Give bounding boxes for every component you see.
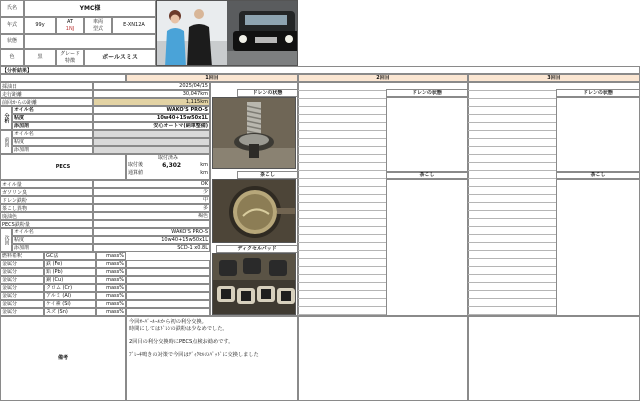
metal-label: 金属分 xyxy=(0,260,44,268)
condition-value xyxy=(24,34,156,49)
pecs-total-unit: km xyxy=(200,170,208,176)
appearance-label: 廃油色 xyxy=(0,212,93,220)
collect-date-value: 2025/04/15 xyxy=(93,82,210,90)
grid-line xyxy=(468,306,556,307)
color-value: 黒 xyxy=(24,49,56,66)
drain-iron-label: ドレン鉄粉 xyxy=(0,196,93,204)
grid-line xyxy=(468,98,556,99)
drain-plug-photo xyxy=(212,97,296,169)
grid-line xyxy=(298,274,386,275)
metal-unit: mass% xyxy=(96,300,126,308)
pecs-total-label: 通算値 xyxy=(128,170,144,176)
metal-label: 金属分 xyxy=(0,308,44,316)
pecs-after-value: 6,302 xyxy=(162,162,182,169)
grid-line xyxy=(298,258,386,259)
remarks-round-3 xyxy=(468,316,640,401)
gasoline-value: 少 xyxy=(93,188,210,196)
viscosity-label: 粘度 xyxy=(12,114,93,122)
grid-line xyxy=(298,242,386,243)
grid-line xyxy=(298,114,386,115)
metal-unit: mass% xyxy=(96,260,126,268)
metal-unit: mass% xyxy=(96,268,126,276)
grid-line xyxy=(298,298,386,299)
next-viscosity-label: 粘度 xyxy=(12,236,93,244)
pecs-iron-value xyxy=(93,220,210,228)
grid-line xyxy=(468,250,556,251)
grid-line xyxy=(468,274,556,275)
grid-line xyxy=(298,290,386,291)
round-2-header: 2回目 xyxy=(298,74,468,82)
remarks-line: ﾌﾞﾚｰｷ鳴きの対策で今回はﾃﾞｨｸｾﾙのﾊﾟｯﾄﾞに交換しました xyxy=(129,352,259,359)
next-additive-label: 添加剤 xyxy=(12,244,93,252)
grid-line xyxy=(468,170,556,171)
grid-line xyxy=(468,266,556,267)
next-oil-name-value: WAKO'S PRO-S xyxy=(93,228,210,236)
round-3-drain-photo xyxy=(556,97,640,173)
model-label-line1: 車両 xyxy=(92,18,103,25)
grid-line xyxy=(468,146,556,147)
grid-line xyxy=(468,138,556,139)
round-header-blank xyxy=(0,74,126,82)
grade-value: ボールスミス xyxy=(84,49,156,66)
year-label: 年式 xyxy=(0,17,24,34)
oil-name-label: オイル名 xyxy=(12,106,93,114)
prev-viscosity-label: 粘度 xyxy=(12,138,93,146)
pecs-title: 取付済み xyxy=(157,155,178,161)
round-1-strainer-label: 茶こし xyxy=(237,171,298,179)
brake-pad-photo xyxy=(212,253,296,315)
grid-line xyxy=(468,130,556,131)
additive-label: 添加剤 xyxy=(12,122,93,130)
grid-line xyxy=(298,282,386,283)
grid-line xyxy=(468,186,556,187)
metal-label: 金属分 xyxy=(0,284,44,292)
pecs-detail xyxy=(126,154,210,180)
metal-unit: mass% xyxy=(96,292,126,300)
tea-strainer-photo xyxy=(212,179,296,243)
grid-line xyxy=(468,90,556,91)
round-1-drain-label: ドレンの状態 xyxy=(237,89,298,97)
drain-iron-value: 中 xyxy=(93,196,210,204)
prev-oil-name-value xyxy=(93,130,210,138)
appearance-value: 褐色 xyxy=(93,212,210,220)
grid-line xyxy=(468,178,556,179)
grid-line xyxy=(298,122,386,123)
metal-element: アルミ (Al) xyxy=(44,292,96,300)
transmission-cell xyxy=(56,17,84,34)
tea-strainer-value: 多 xyxy=(93,204,210,212)
grid-line xyxy=(298,146,386,147)
metal-value xyxy=(126,308,210,316)
grid-line xyxy=(468,282,556,283)
grid-line xyxy=(468,122,556,123)
model-label xyxy=(84,17,112,34)
grid-line xyxy=(468,194,556,195)
grid-line xyxy=(468,314,556,315)
grid-line xyxy=(468,106,556,107)
metal-value xyxy=(126,276,210,284)
grid-line xyxy=(298,90,386,91)
round-1-header: 1回目 xyxy=(126,74,298,82)
additive-value: 安心オートマ(納車整備) xyxy=(93,122,210,130)
metal-value xyxy=(126,268,210,276)
pecs-after-row xyxy=(128,163,208,169)
transmission-code: 1NJ xyxy=(65,25,75,32)
grid-line xyxy=(468,210,556,211)
grid-line xyxy=(468,234,556,235)
grid-line xyxy=(298,314,386,315)
round-2-drain-label: ドレンの状態 xyxy=(386,89,468,97)
grid-line xyxy=(298,218,386,219)
metal-unit: mass% xyxy=(96,284,126,292)
fuel-dilution-method: GC法 xyxy=(44,252,96,260)
section-title: 【分析結果】 xyxy=(0,66,640,74)
grid-line xyxy=(298,138,386,139)
metal-value xyxy=(126,300,210,308)
prev-viscosity-value xyxy=(93,138,210,146)
name-label: 氏名 xyxy=(0,0,24,17)
round-3-drain-label: ドレンの状態 xyxy=(556,89,640,97)
remarks-line: 2回目の利分交換時にPECS点検お勧めです。 xyxy=(129,339,234,346)
grid-line xyxy=(298,130,386,131)
condition-label: 状態 xyxy=(0,34,24,49)
metal-label: 金属分 xyxy=(0,276,44,284)
grid-line xyxy=(468,218,556,219)
metal-label: 金属分 xyxy=(0,292,44,300)
grid-line xyxy=(468,162,556,163)
customer-name: YMC様 xyxy=(24,0,156,17)
grade-label-line1: グレード xyxy=(59,50,80,57)
round-3-header: 3回目 xyxy=(468,74,640,82)
mileage-value: 30,047km xyxy=(93,90,210,98)
remarks-line: 今回ｵｰﾊﾞｰﾙｰﾙから初の利分交換。 xyxy=(129,319,207,325)
tea-strainer-label: 茶こし異物 xyxy=(0,204,93,212)
customer-photo xyxy=(156,0,298,66)
grid-line xyxy=(468,226,556,227)
metal-element: ケイ素 (Si) xyxy=(44,300,96,308)
pecs-label: PECS xyxy=(0,154,126,180)
grid-line xyxy=(468,114,556,115)
grid-line xyxy=(298,210,386,211)
grid-line xyxy=(468,298,556,299)
prev-additive-label: 添加剤 xyxy=(12,146,93,154)
remarks-body xyxy=(126,316,298,401)
grid-line xyxy=(298,226,386,227)
since-last-value: 1,115km xyxy=(93,98,210,106)
metal-element: 銅 (Cu) xyxy=(44,276,96,284)
gasoline-label: ガソリン臭 xyxy=(0,188,93,196)
metal-label: 金属分 xyxy=(0,268,44,276)
prev-oil-name-label: オイル名 xyxy=(12,130,93,138)
metal-element: クロム (Cr) xyxy=(44,284,96,292)
remarks-line: 時間にしてはﾄﾞﾚﾝの鉄粉は少なめでした。 xyxy=(129,326,228,333)
grid-line xyxy=(468,290,556,291)
grid-line xyxy=(298,194,386,195)
round-3-strainer-photo xyxy=(556,179,640,316)
metal-element: 鉄 (Fe) xyxy=(44,260,96,268)
fuel-dilution-label: 燃料希釈 xyxy=(0,252,44,260)
next-group-label: 次回 xyxy=(0,228,12,252)
round-2-strainer-photo xyxy=(386,179,468,316)
round-2-drain-photo xyxy=(386,97,468,173)
metal-value xyxy=(126,292,210,300)
grid-line xyxy=(468,242,556,243)
collect-date-label: 採油日 xyxy=(0,82,93,90)
mileage-label: 走行距離 xyxy=(0,90,93,98)
grid-line xyxy=(298,306,386,307)
pecs-iron-label: PECS鉄粉量 xyxy=(0,220,93,228)
color-label: 色 xyxy=(0,49,24,66)
pecs-after-unit: km xyxy=(200,162,208,168)
fuel-dilution-unit: mass% xyxy=(96,252,126,260)
metal-element: スズ (Sn) xyxy=(44,308,96,316)
oil-amount-label: オイル量 xyxy=(0,180,93,188)
metal-value xyxy=(126,260,210,268)
remarks-round-2 xyxy=(298,316,468,401)
grid-line xyxy=(298,186,386,187)
next-viscosity-value: 10w40+15w50x1L xyxy=(93,236,210,244)
grid-line xyxy=(298,162,386,163)
grid-line xyxy=(468,258,556,259)
grid-line xyxy=(298,202,386,203)
next-oil-name-label: オイル名 xyxy=(12,228,93,236)
round-3-strainer-label: 茶こし xyxy=(556,171,640,179)
round-1-diesel-label: ディクセルパッド xyxy=(216,245,298,253)
model-label-line2: 型式 xyxy=(92,25,103,32)
viscosity-value: 10w40+15w50x1L xyxy=(93,114,210,122)
analysis-group-label: 分析 xyxy=(0,106,12,130)
grid-line xyxy=(298,170,386,171)
grid-line xyxy=(298,154,386,155)
model-value: E-XN12A xyxy=(112,17,156,34)
metal-value xyxy=(126,284,210,292)
grid-line xyxy=(298,266,386,267)
metal-unit: mass% xyxy=(96,308,126,316)
previous-group-label: 前回 xyxy=(0,130,12,154)
since-last-label: 前回からの距離 xyxy=(0,98,93,106)
pecs-total-row xyxy=(128,171,208,176)
grid-line xyxy=(298,98,386,99)
grid-line xyxy=(468,154,556,155)
prev-additive-value xyxy=(93,146,210,154)
transmission-type: AT xyxy=(66,18,74,25)
grid-line xyxy=(298,234,386,235)
metal-unit: mass% xyxy=(96,276,126,284)
grade-label xyxy=(56,49,84,66)
grid-line xyxy=(298,106,386,107)
grid-line xyxy=(298,250,386,251)
round-2-strainer-label: 茶こし xyxy=(386,171,468,179)
metal-element: 鉛 (Pb) xyxy=(44,268,96,276)
remarks-label: 備考 xyxy=(0,316,126,401)
grade-label-line2: 特徴 xyxy=(64,57,75,64)
oil-amount-value: OK xyxy=(93,180,210,188)
pecs-after-label: 取付後 xyxy=(128,162,144,168)
year-value: 99y xyxy=(24,17,56,34)
metal-label: 金属分 xyxy=(0,300,44,308)
oil-name-value: WAKO'S PRO-S xyxy=(93,106,210,114)
grid-line xyxy=(468,202,556,203)
grid-line xyxy=(298,178,386,179)
next-additive-value: SCD-1 x0.8L xyxy=(93,244,210,252)
